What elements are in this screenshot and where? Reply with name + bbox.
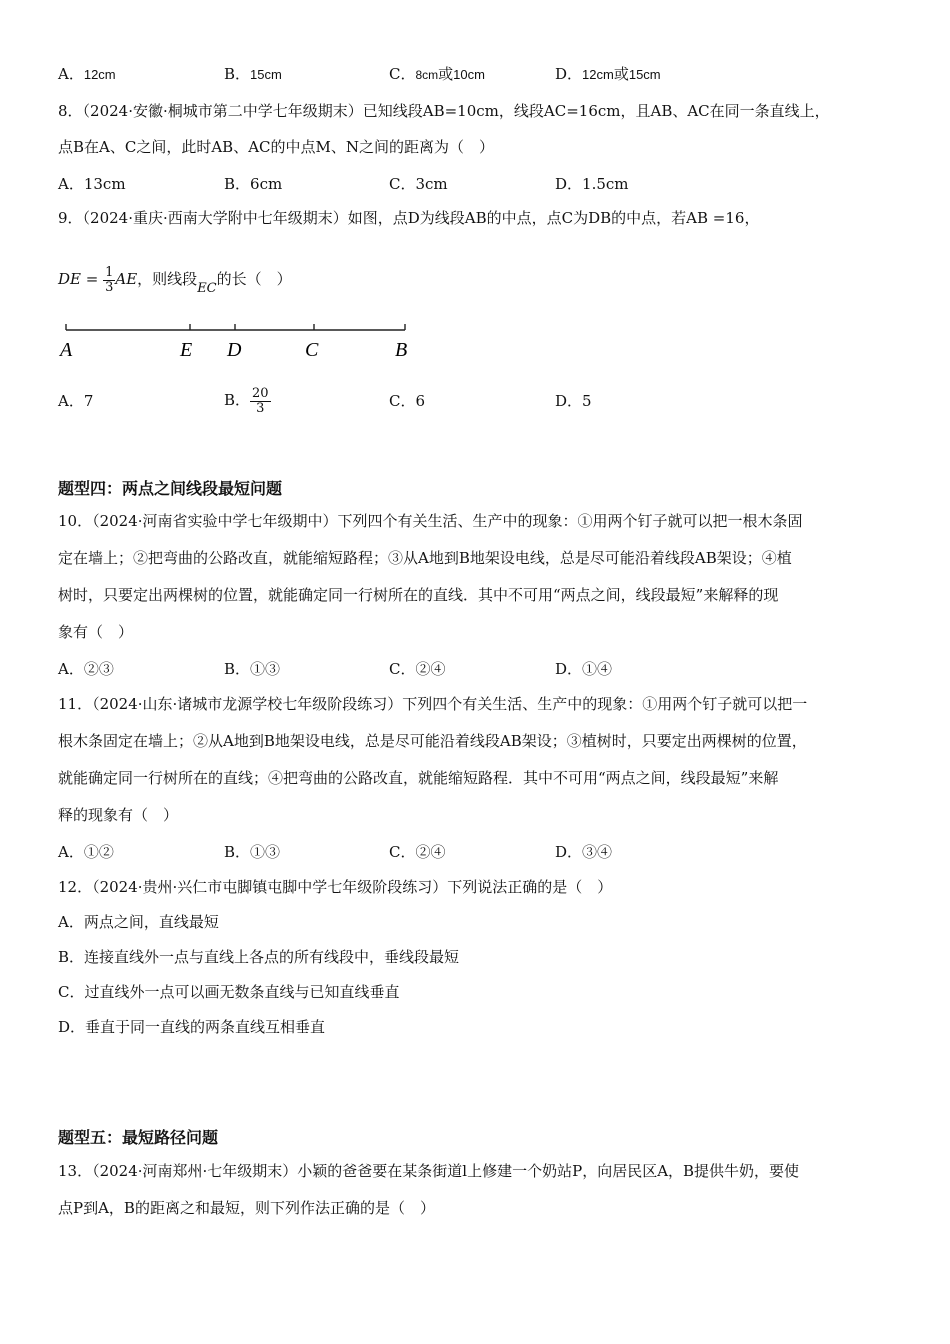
q11-stem-line-3: 就能确定同一行树所在的直线；④把弯曲的公路改直，就能缩短路程．其中不可用“两点之间，线段最短”来解	[58, 769, 779, 787]
q7-option-d: D．12cm或15cm	[555, 65, 661, 83]
q10-option-b: B．①③	[224, 660, 281, 678]
q10-option-a: A．②③	[58, 660, 114, 678]
q9-de-label: DE =	[58, 270, 99, 288]
label-c: C	[305, 339, 319, 361]
q12-option-d: D．垂直于同一直线的两条直线互相垂直	[58, 1018, 326, 1036]
q9-option-c: C．6	[389, 392, 426, 410]
q9-option-d: D．5	[555, 392, 592, 410]
q11-stem-line-4: 释的现象有（ ）	[58, 806, 179, 824]
q9-stem-line-1: 9．（2024·重庆·西南大学附中七年级期末）如图，点D为线段AB的中点，点C为DB的中点，若AB =16，	[58, 209, 760, 227]
q12-stem: 12．（2024·贵州·兴仁市屯脚镇屯脚中学七年级阶段练习）下列说法正确的是（ ）	[58, 878, 613, 896]
q11-option-d: D．③④	[555, 843, 613, 861]
q13-stem-line-2: 点P到A，B的距离之和最短，则下列作法正确的是（ ）	[58, 1199, 435, 1217]
q9-option-a: A．7	[58, 392, 94, 410]
q9-option-b: B． $\frac{20}{3}$	[224, 385, 269, 416]
section-heading-5: 题型五：最短路径问题	[58, 1128, 219, 1147]
q7-option-b: B．15cm	[224, 65, 282, 83]
q10-stem-line-3: 树时，只要定出两棵树的位置，就能确定同一行树所在的直线．其中不可用“两点之间，线段最短”来解释的现	[58, 586, 779, 604]
label-b: B	[395, 339, 408, 361]
label-d: D	[227, 339, 242, 361]
label-a: A	[60, 339, 73, 361]
q7-option-c: C．8cm或10cm	[389, 65, 485, 83]
q12-option-a: A．两点之间，直线最短	[58, 913, 219, 931]
q12-option-c: C．过直线外一点可以画无数条直线与已知直线垂直	[58, 983, 400, 1001]
q11-option-b: B．①③	[224, 843, 281, 861]
q10-option-d: D．①④	[555, 660, 613, 678]
q11-stem-line-1: 11．（2024·山东·诸城市龙源学校七年级阶段练习）下列四个有关生活、生产中的现象：①用两个钉子就可以把一	[58, 695, 808, 713]
q12-option-b: B．连接直线外一点与直线上各点的所有线段中，垂线段最短	[58, 948, 460, 966]
q8-stem-line-2: 点B在A、C之间，此时AB、AC的中点M、N之间的距离为（ ）	[58, 138, 494, 156]
q10-stem-line-2: 定在墙上；②把弯曲的公路改直，就能缩短路程；③从A地到B地架设电线，总是尽可能沿着线段AB架设；④植	[58, 549, 792, 567]
q8-option-b: B．6cm	[224, 175, 283, 193]
q11-option-a: A．①②	[58, 843, 114, 861]
q9-option-b-fraction: $\frac{20}{3}$	[252, 385, 269, 416]
q10-stem-line-1: 10．（2024·河南省实验中学七年级期中）下列四个有关生活、生产中的现象：①用两个钉子就可以把一根木条固	[58, 512, 803, 530]
section-heading-4: 题型四：两点之间线段最短问题	[58, 479, 283, 498]
q11-stem-line-2: 根木条固定在墙上；②从A地到B地架设电线，总是尽可能沿着线段AB架设；③植树时，只要定出两棵树的位置，	[58, 732, 807, 750]
q10-stem-line-4: 象有（ ）	[58, 623, 134, 641]
q8-option-c: C．3cm	[389, 175, 448, 193]
q8-option-d: D．1.5cm	[555, 175, 629, 193]
q9-fraction-one-third: $\frac{1}{3}$	[105, 264, 114, 295]
q9-stem-line-2: DE = $\frac{1}{3}$ AE，则线段EC的长（ ）	[58, 264, 292, 296]
q13-stem-line-1: 13．（2024·河南郑州·七年级期末）小颖的爸爸要在某条街道l上修建一个奶站P，向居民区A，B提供牛奶，要使	[58, 1162, 800, 1180]
q11-option-c: C．②④	[389, 843, 446, 861]
q7-option-a: A．12cm	[58, 65, 116, 83]
q10-option-c: C．②④	[389, 660, 446, 678]
q9-segment-diagram	[56, 318, 416, 364]
q8-option-a: A．13cm	[58, 175, 126, 193]
q8-stem-line-1: 8．（2024·安徽·桐城市第二中学七年级期末）已知线段AB=10cm，线段AC=16cm，且AB、AC在同一条直线上，	[58, 102, 830, 120]
label-e: E	[180, 339, 193, 361]
